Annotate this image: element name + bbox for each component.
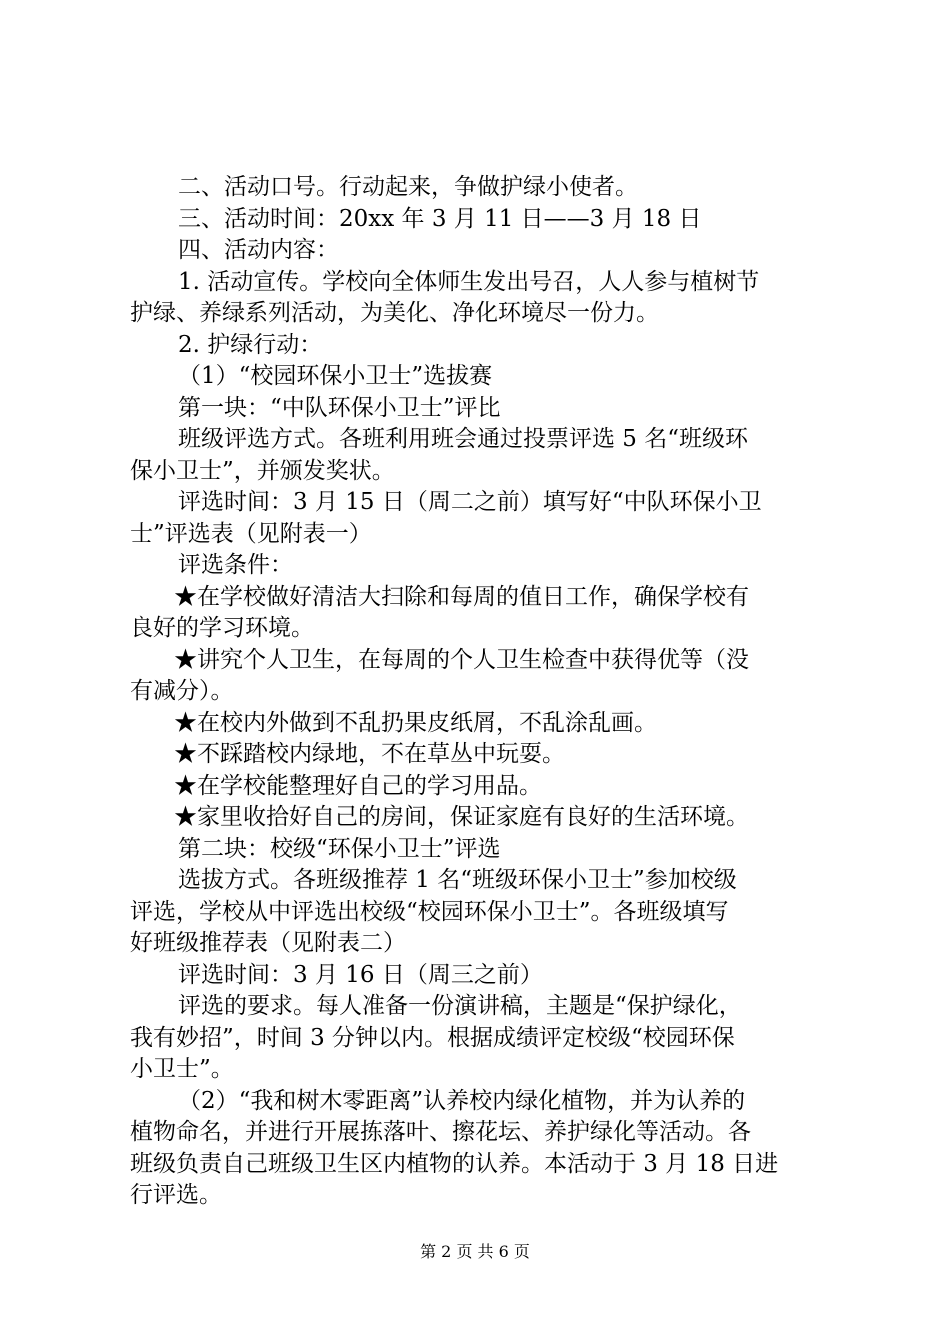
text-line: 行评选。 [130,1182,222,1208]
text-line: 1. 活动宣传。学校向全体师生发出号召，人人参与植树节 [178,268,760,295]
text-line: （1）“校园环保小卫士”选拔赛 [178,363,493,389]
text-line: 评选时间：3 月 15 日（周二之前）填写好“中队环保小卫 [178,489,762,515]
text-line: 士”评选表（见附表一） [130,520,372,547]
document-body [130,172,830,1212]
text-line: ★在学校做好清洁大扫除和每周的值日工作，确保学校有 [174,583,749,610]
text-line: 我有妙招”，时间 3 分钟以内。根据成绩评定校级“校园环保 [130,1024,735,1051]
text-line: 评选的要求。每人准备一份演讲稿，主题是“保护绿化， [178,993,742,1019]
text-line: 2. 护绿行动： [178,331,323,358]
page-number-footer: 第 2 页 共 6 页 [420,1242,530,1261]
text-line: 评选条件： [178,552,293,578]
text-line: ★在校内外做到不乱扔果皮纸屑，不乱涂乱画。 [174,709,657,736]
text-line: 选拔方式。各班级推荐 1 名“班级环保小卫士”参加校级 [178,867,737,893]
text-line: ★在学校能整理好自己的学习用品。 [174,772,542,799]
text-line: 小卫士”。 [130,1056,234,1082]
text-line: 四、活动内容： [178,237,339,263]
text-line: 二、活动口号。行动起来，争做护绿小使者。 [178,174,638,200]
text-line: 第二块：校级“环保小卫士”评选 [178,835,501,862]
text-line: 三、活动时间：20xx 年 3 月 11 日——3 月 18 日 [178,205,702,232]
text-line: 评选，学校从中评选出校级“校园环保小卫士”。各班级填写 [130,898,729,925]
text-line: 良好的学习环境。 [130,615,314,641]
text-line: 植物命名，并进行开展拣落叶、擦花坛、养护绿化等活动。各 [130,1119,751,1145]
text-line: 好班级推荐表（见附表二） [130,930,406,956]
text-line: 第一块：“中队环保小卫士”评比 [178,394,501,421]
text-line: 评选时间：3 月 16 日（周三之前） [178,961,543,988]
text-line: 保小卫士”，并颁发奖状。 [130,457,395,484]
text-line: ★家里收拾好自己的房间，保证家庭有良好的生活环境。 [174,804,749,830]
text-line: 有减分）。 [130,678,234,704]
text-line: ★不踩踏校内绿地，不在草丛中玩耍。 [174,741,565,767]
text-line: 班级评选方式。各班利用班会通过投票评选 5 名“班级环 [178,426,749,452]
text-line: 班级负责自己班级卫生区内植物的认养。本活动于 3 月 18 日进 [130,1150,779,1177]
text-line: 护绿、养绿系列活动，为美化、净化环境尽一份力。 [130,300,659,326]
text-line: （2）“我和树木零距离”认养校内绿化植物，并为认养的 [178,1087,746,1114]
text-line: ★讲究个人卫生，在每周的个人卫生检查中获得优等（没 [174,646,749,673]
